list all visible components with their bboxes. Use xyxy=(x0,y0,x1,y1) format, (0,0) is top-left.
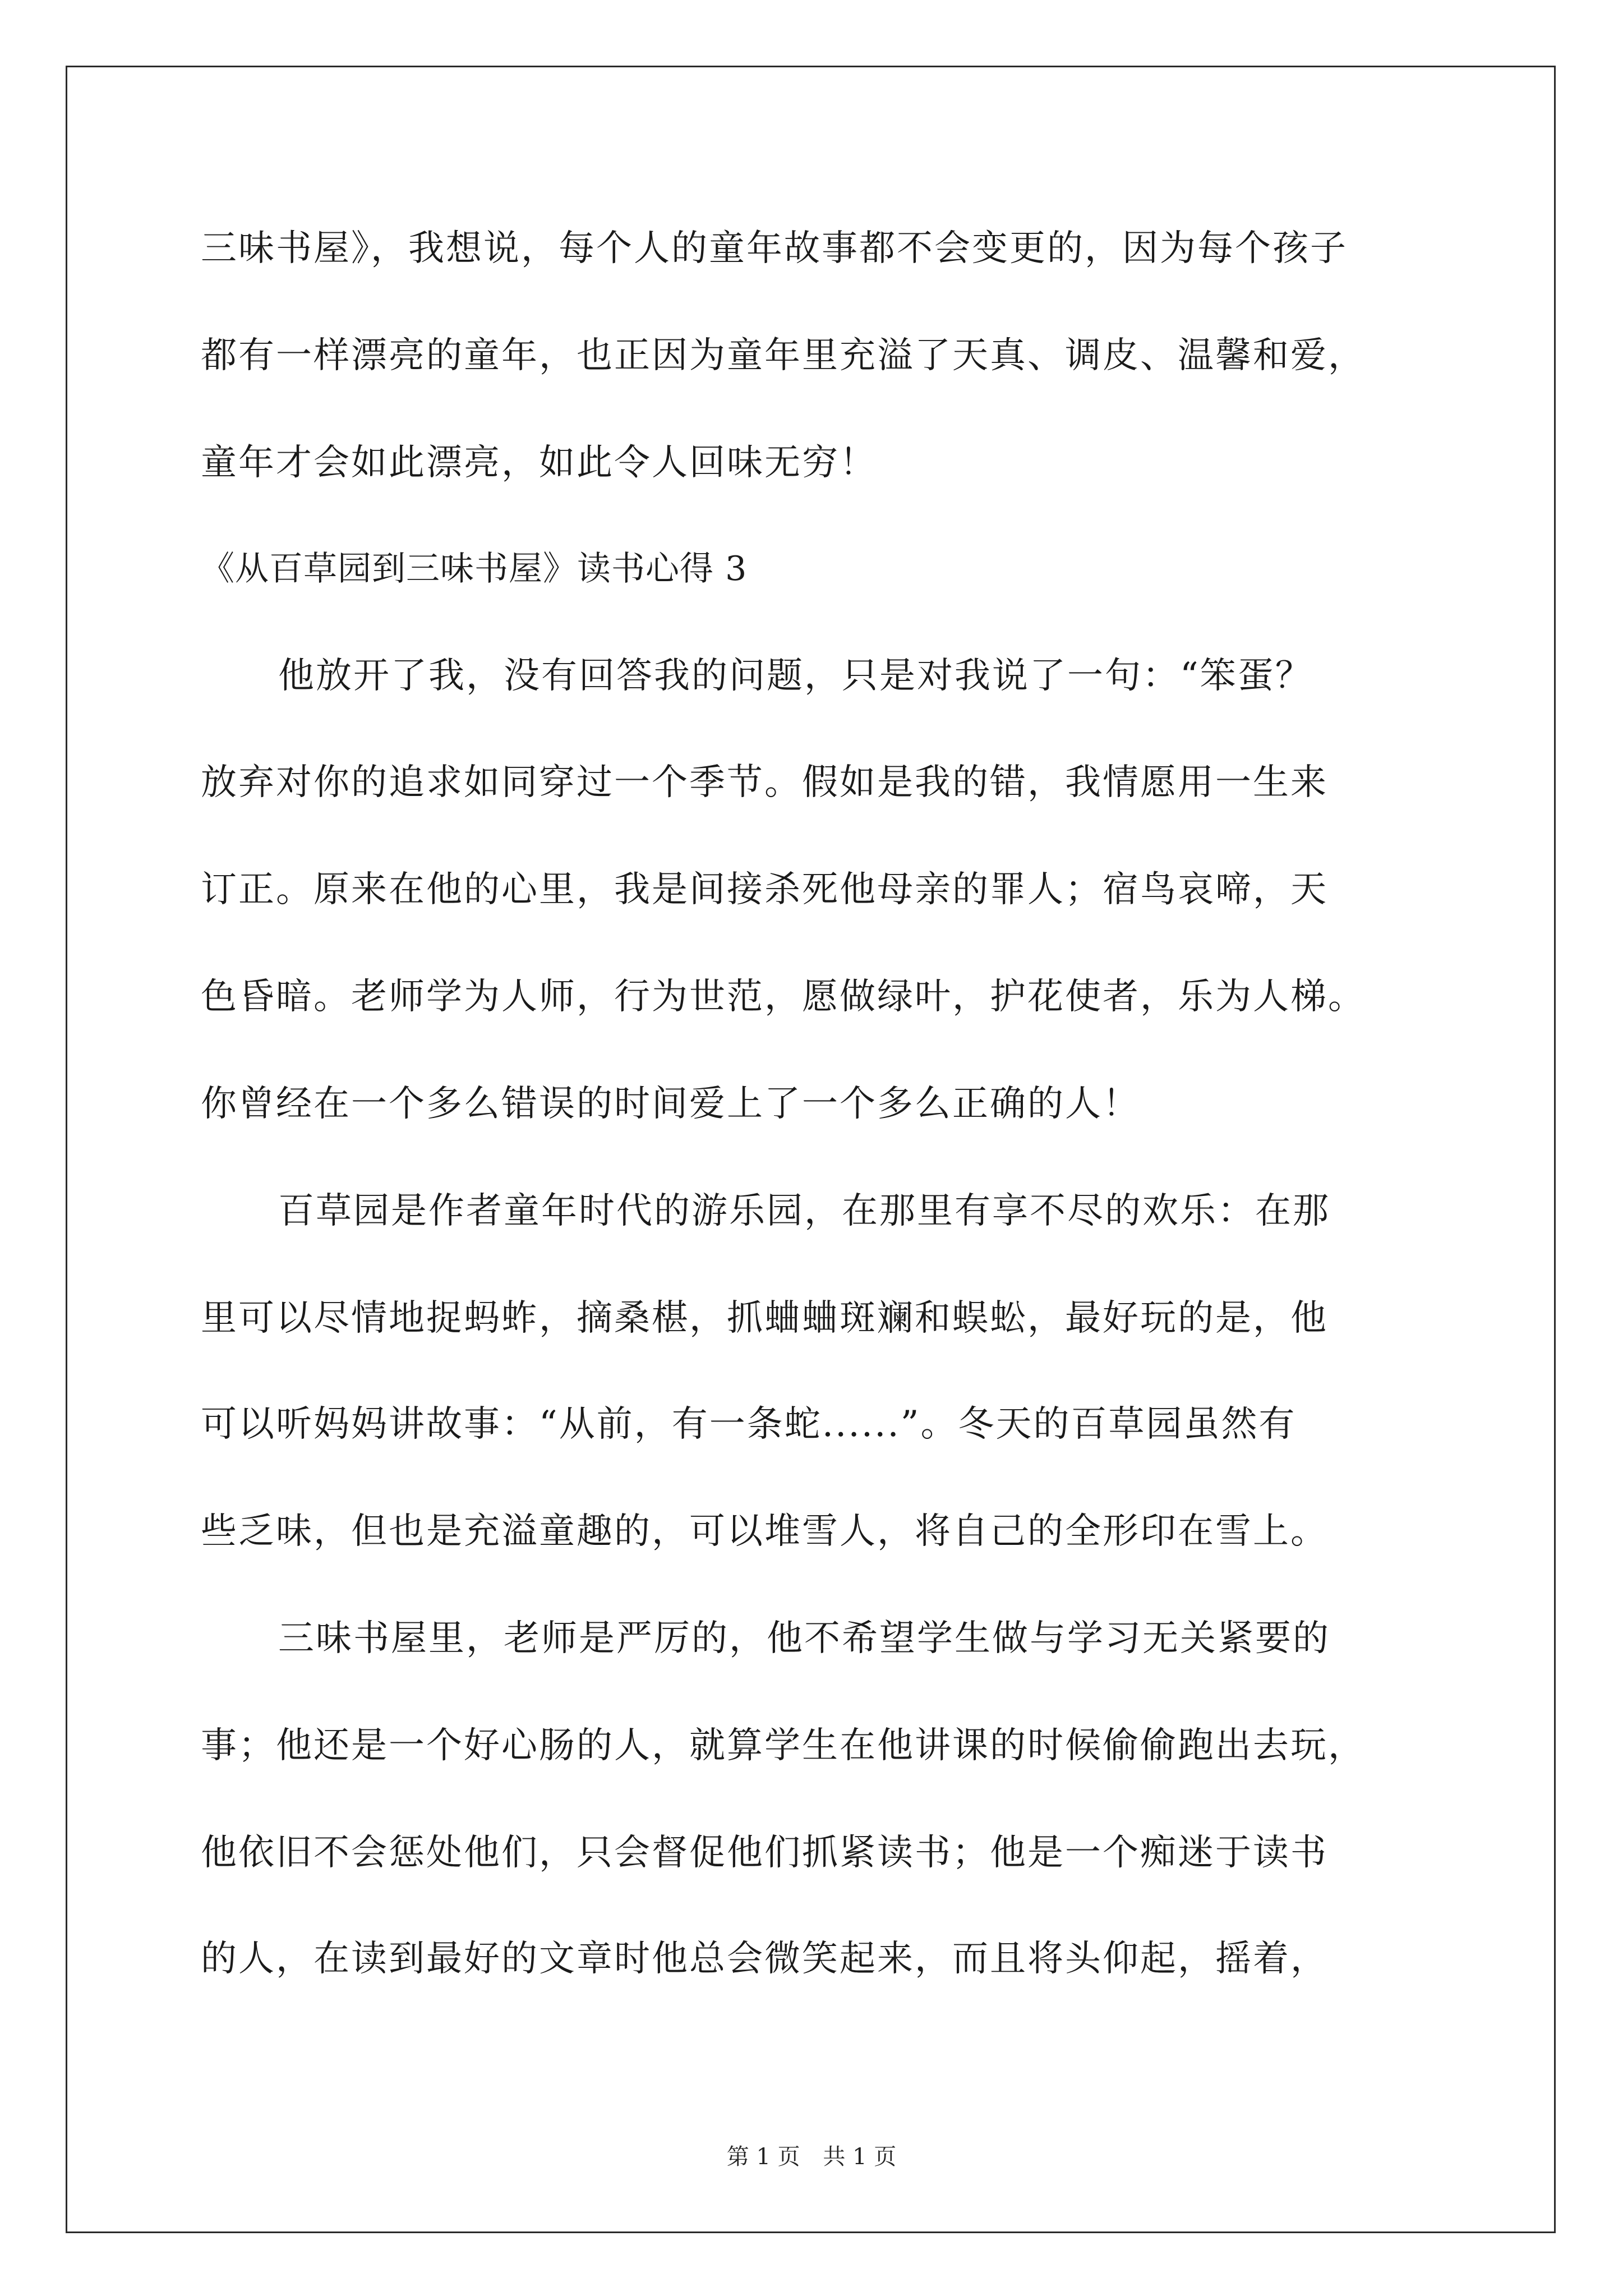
text-line: 他依旧不会惩处他们，只会督促他们抓紧读书；他是一个痴迷于读书 xyxy=(201,1832,1328,1874)
text-line: 他放开了我，没有回答我的问题，只是对我说了一句：“笨蛋？ xyxy=(278,655,1313,697)
text-line: 放弃对你的追求如同穿过一个季节。假如是我的错，我情愿用一生来 xyxy=(201,762,1328,803)
text-line: 订正。原来在他的心里，我是间接杀死他母亲的罪人；宿鸟哀啼，天 xyxy=(201,869,1328,910)
text-line: 里可以尽情地捉蚂蚱，摘桑椹，抓蛐蛐斑斓和蜈蚣，最好玩的是，他 xyxy=(201,1297,1328,1339)
text-line: 三味书屋里，老师是严厉的，他不希望学生做与学习无关紧要的 xyxy=(278,1618,1330,1659)
text-line: 些乏味，但也是充溢童趣的，可以堆雪人，将自己的全形印在雪上。 xyxy=(201,1511,1328,1552)
page-border xyxy=(66,66,1556,2233)
page-number: 第 1 页 xyxy=(726,2144,800,2170)
text-line: 你曾经在一个多么错误的时间爱上了一个多么正确的人！ xyxy=(201,1083,1140,1125)
text-line: 三味书屋》，我想说，每个人的童年故事都不会变更的，因为每个孩子 xyxy=(201,228,1348,269)
text-line: 色昏暗。老师学为人师，行为世范，愿做绿叶，护花使者，乐为人梯。 xyxy=(201,976,1366,1018)
text-line: 的人，在读到最好的文章时他总会微笑起来，而且将头仰起，摇着， xyxy=(201,1938,1328,1980)
text-line: 可以听妈妈讲故事：“从前，有一条蛇......”。冬天的百草园虽然有 xyxy=(201,1404,1297,1445)
text-line: 百草园是作者童年时代的游乐园，在那里有享不尽的欢乐：在那 xyxy=(278,1190,1330,1232)
text-line: 事；他还是一个好心肠的人，就算学生在他讲课的时候偷偷跑出去玩， xyxy=(201,1725,1366,1766)
text-line: 都有一样漂亮的童年，也正因为童年里充溢了天真、调皮、温馨和爱， xyxy=(201,335,1366,376)
section-heading: 《从百草园到三味书屋》读书心得 3 xyxy=(201,549,748,588)
page-footer xyxy=(0,2140,1623,2174)
text-line: 童年才会如此漂亮，如此令人回味无穷！ xyxy=(201,442,877,484)
page-total: 共 1 页 xyxy=(823,2144,897,2170)
